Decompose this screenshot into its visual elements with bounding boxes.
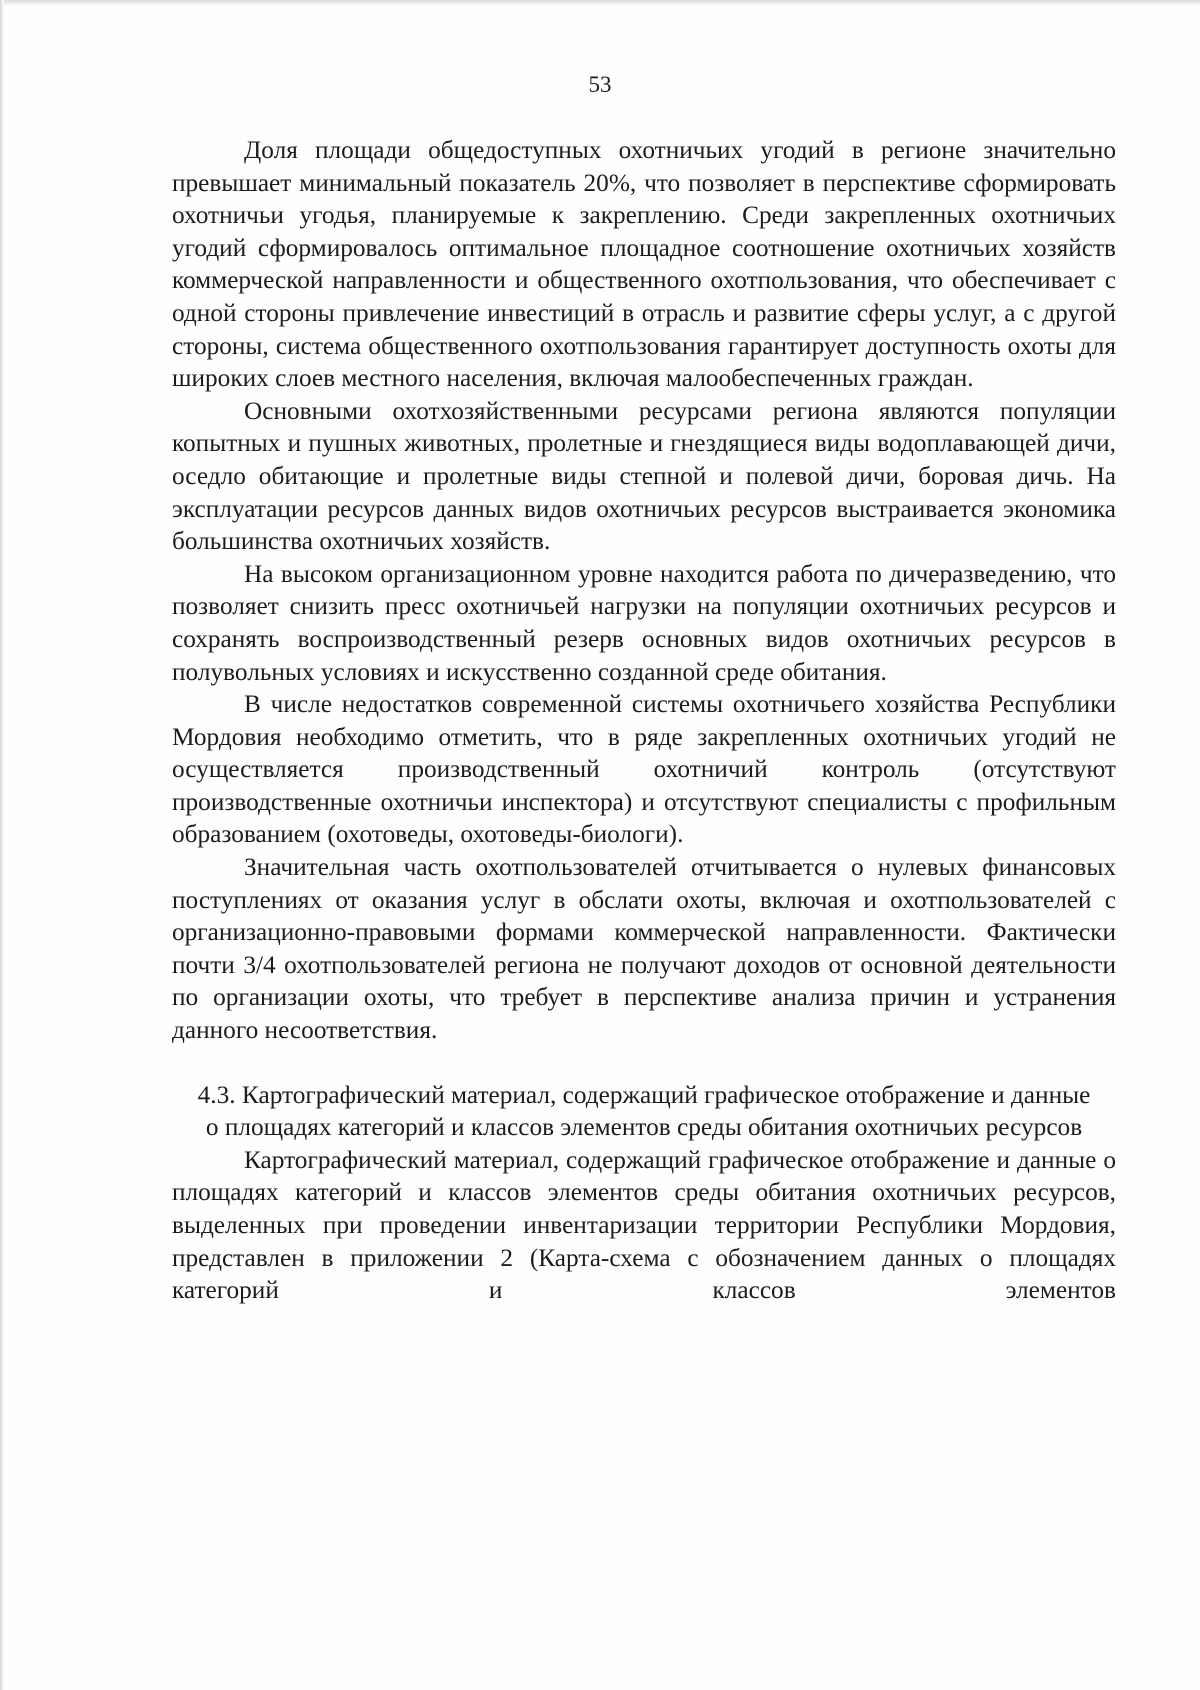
scan-edge-left: [0, 0, 4, 1690]
paragraph-cartographic-material: Картографический материал, содержащий графическое отображение и данные о площадях категорий и классов элементов среды обитания охотничьих ресурсов, выделенных при проведении инвентаризации территории Республики Мордовия, представлен в приложении 2 (Карта-схема с обозначением данных о площадях категорий и классов элементов: [172, 1145, 1116, 1305]
paragraph-game-breeding: На высоком организационном уровне находится работа по дичеразведению, что позволяет снизить пресс охотничьей нагрузки на популяции охотничьих ресурсов и сохранять воспроизводственный резерв основных видов охотничьих ресурсов в полувольных условиях и искусственно созданной среде обитания.: [172, 559, 1116, 686]
section-heading: 4.3. Картографический материал, содержащий графическое отображение и данные о площадях категорий и классов элементов среды обитания охотничьих ресурсов: [197, 1080, 1091, 1142]
paragraph-zero-revenue: Значительная часть охотпользователей отчитывается о нулевых финансовых поступлениях от оказания услуг в обслати охоты, включая и охотпользователей с организационно-правовыми формами коммерческой направленности. Фактически почти 3/4 охотпользователей региона не получают доходов от основной деятельности по организации охоты, что требует в перспективе анализа причин и устранения данного несоответствия.: [172, 853, 1116, 1045]
paragraph-shortcomings: В числе недостатков современной системы охотничьего хозяйства Республики Мордовия необходимо отметить, что в ряде закрепленных охотничьих угодий не осуществляется производственный охотничий контроль (отсутствуют производственные охотничьи инспектора) и отсутствуют специалисты с профильным образованием (охотоведы, охотоведы-биологи).: [172, 690, 1116, 849]
page-number: 53: [588, 72, 612, 97]
scan-edge-top: [0, 0, 1200, 6]
paragraph-hunting-grounds-share: Доля площади общедоступных охотничьих угодий в регионе значительно превышает минимальный показатель 20%, что позволяет в перспективе сформировать охотничьи угодья, планируемые к закреплению. Среди закрепленных охотничьих угодий сформировалось оптимальное площадное соотношение охотничьих хозяйств коммерческой направленности и общественного охотпользования, что обеспечивает с одной стороны привлечение инвестиций в отрасль и развитие сферы услуг, а с другой стороны, система общественного охотпользования гарантирует доступность охоты для широких слоев местного населения, включая малообеспеченных граждан.: [172, 136, 1116, 393]
paragraph-hunting-resources: Основными охотхозяйственными ресурсами региона являются популяции копытных и пушных животных, пролетные и гнездящиеся виды водоплавающей дичи, оседло обитающие и пролетные виды степной и полевой дичи, боровая дичь. На эксплуатации ресурсов данных видов охотничьих ресурсов выстраивается экономика большинства охотничьих хозяйств.: [172, 396, 1116, 556]
page-body: [172, 134, 1116, 1307]
